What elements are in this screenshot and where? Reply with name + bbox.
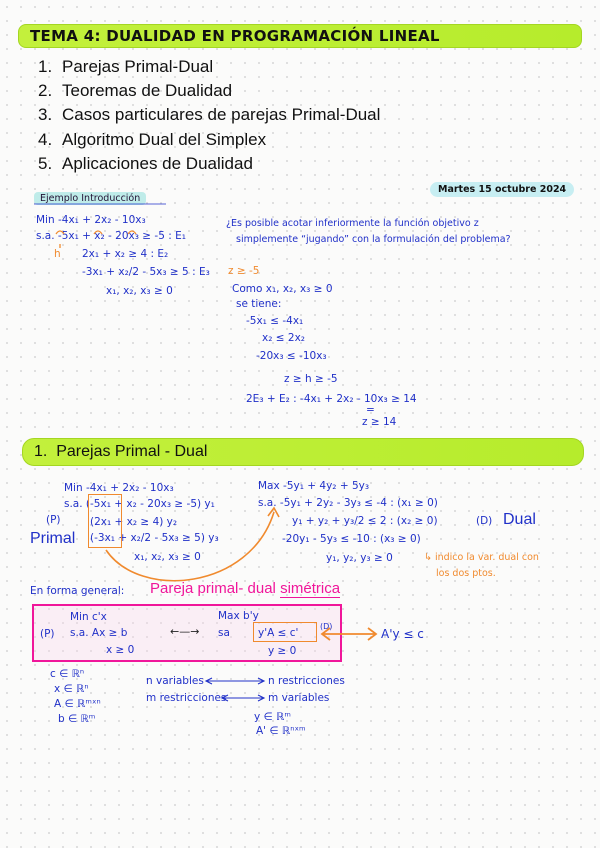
general-dual-sa: sa	[218, 627, 230, 639]
dim-b: b ∈ ℝᵐ	[58, 713, 96, 725]
intro-bound: z ≥ -5	[228, 265, 260, 277]
primal-constraint-3: (-3x₁ + x₂/2 - 5x₃ ≥ 5) y₃	[90, 532, 219, 544]
general-primal-objective: Min c'x	[70, 611, 107, 623]
intro-objective: Min -4x₁ + 2x₂ - 10x₃	[36, 214, 146, 226]
page-title: TEMA 4: DUALIDAD EN PROGRAMACIÓN LINEAL	[30, 27, 440, 45]
step-1: Como x₁, x₂, x₃ ≥ 0	[232, 283, 333, 295]
general-title-part-b: simétrica	[280, 580, 341, 597]
map-m-restricciones: m restricciones	[146, 692, 227, 704]
step-8: =	[366, 404, 375, 416]
dim-c: c ∈ ℝⁿ	[50, 668, 85, 680]
dim-a: A ∈ ℝᵐˣⁿ	[54, 698, 101, 710]
primal-constraint-1: s.a. (-5x₁ + x₂ - 20x₃ ≥ -5) y₁	[64, 498, 215, 510]
general-dual-constraint: y'A ≤ c'	[258, 627, 299, 639]
intro-constraint-3: -3x₁ + x₂/2 - 5x₃ ≥ 5 : E₃	[82, 266, 210, 278]
map-n-variables: n variables	[146, 675, 204, 687]
general-title-part-a: Pareja primal- dual	[150, 580, 281, 597]
general-primal-nonneg: x ≥ 0	[106, 644, 135, 656]
step-9: z ≥ 14	[362, 416, 397, 428]
primal-constraint-2: (2x₁ + x₂ ≥ 4) y₂	[90, 516, 178, 528]
toc-text: Parejas Primal-Dual	[62, 57, 214, 76]
step-7: 2E₃ + E₂ : -4x₁ + 2x₂ - 10x₃ ≥ 14	[246, 393, 417, 405]
mark-3	[128, 231, 136, 234]
primal-nonnegativity: x₁, x₂, x₃ ≥ 0	[134, 551, 201, 563]
toc-number: 5.	[38, 154, 53, 173]
dim-a-transposed: A' ∈ ℝⁿˣᵐ	[256, 725, 306, 737]
example-label: Ejemplo Introducción	[34, 192, 146, 205]
primal-objective: Min -4x₁ + 2x₂ - 10x₃	[64, 482, 174, 494]
general-dual-objective: Max b'y	[218, 610, 259, 622]
primal-label: Primal	[30, 530, 76, 547]
toc-number: 2.	[38, 81, 53, 100]
intro-question-line-1: ¿Es posible acotar inferiormente la función objetivo z	[226, 218, 479, 229]
step-3: -5x₁ ≤ -4x₁	[246, 315, 304, 327]
dual-nonnegativity: y₁, y₂, y₃ ≥ 0	[326, 552, 393, 564]
general-form-label: En forma general:	[30, 585, 125, 597]
intro-constraint-1: s.a. -5x₁ + x₂ - 20x₃ ≥ -5 : E₁	[36, 230, 186, 242]
general-primal-constraint: s.a. Ax ≥ b	[70, 627, 128, 639]
intro-constraint-2: 2x₁ + x₂ ≥ 4 : E₂	[82, 248, 169, 260]
step-5: -20x₃ ≤ -10x₃	[256, 350, 327, 362]
dual-objective: Max -5y₁ + 4y₂ + 5y₃	[258, 480, 370, 492]
toc-text: Algoritmo Dual del Simplex	[62, 130, 267, 149]
mark-1	[56, 231, 64, 234]
dual-constraint-3: -20y₁ - 5y₃ ≤ -10 : (x₃ ≥ 0)	[282, 533, 421, 545]
dim-x: x ∈ ℝⁿ	[54, 683, 89, 695]
general-dual-nonneg: y ≥ 0	[268, 645, 297, 657]
intro-question-line-2: simplemente “jugando” con la formulación del problema?	[236, 234, 511, 245]
date-badge: Martes 15 octubre 2024	[430, 182, 574, 197]
coefficient-marks	[56, 231, 136, 248]
intro-nonnegativity: x₁, x₂, x₃ ≥ 0	[106, 285, 173, 297]
intro-h-label: h	[54, 248, 61, 260]
map-n-restricciones: n restricciones	[268, 675, 345, 687]
step-2: se tiene:	[236, 298, 282, 310]
general-p-label: (P)	[40, 628, 55, 640]
dim-y: y ∈ ℝᵐ	[254, 711, 291, 723]
dual-label: Dual	[503, 511, 536, 528]
dual-constraint-1: s.a. -5y₁ + 2y₂ - 3y₃ ≤ -4 : (x₁ ≥ 0)	[258, 497, 438, 509]
toc-text: Teoremas de Dualidad	[62, 81, 233, 100]
toc-text: Aplicaciones de Dualidad	[62, 154, 253, 173]
map-m-variables: m variables	[268, 692, 330, 704]
toc-number: 1.	[38, 57, 53, 76]
toc-number: 3.	[38, 105, 53, 124]
section-heading: Parejas Primal - Dual	[56, 443, 208, 460]
mark-2	[94, 231, 102, 234]
general-d-label: (D)	[320, 622, 333, 631]
section-number: 1.	[34, 443, 48, 460]
dual-note-line-1: ↳ indico la var. dual con	[424, 552, 539, 563]
dual-d-label: (D)	[476, 515, 493, 527]
toc-number: 4.	[38, 130, 53, 149]
dual-constraint-2: y₁ + y₂ + y₃/2 ≤ 2 : (x₂ ≥ 0)	[292, 515, 438, 527]
step-6: z ≥ h ≥ -5	[284, 373, 338, 385]
general-arrow: ←—→	[170, 625, 200, 638]
step-4: x₂ ≤ 2x₂	[262, 332, 305, 344]
dual-note-line-2: los dos ptos.	[436, 568, 496, 579]
general-transposed-constraint: A'y ≤ c	[381, 627, 424, 641]
primal-p-label: (P)	[46, 514, 61, 526]
primal-to-dual-arrow	[106, 512, 274, 581]
toc-text: Casos particulares de parejas Primal-Dual	[62, 105, 381, 124]
